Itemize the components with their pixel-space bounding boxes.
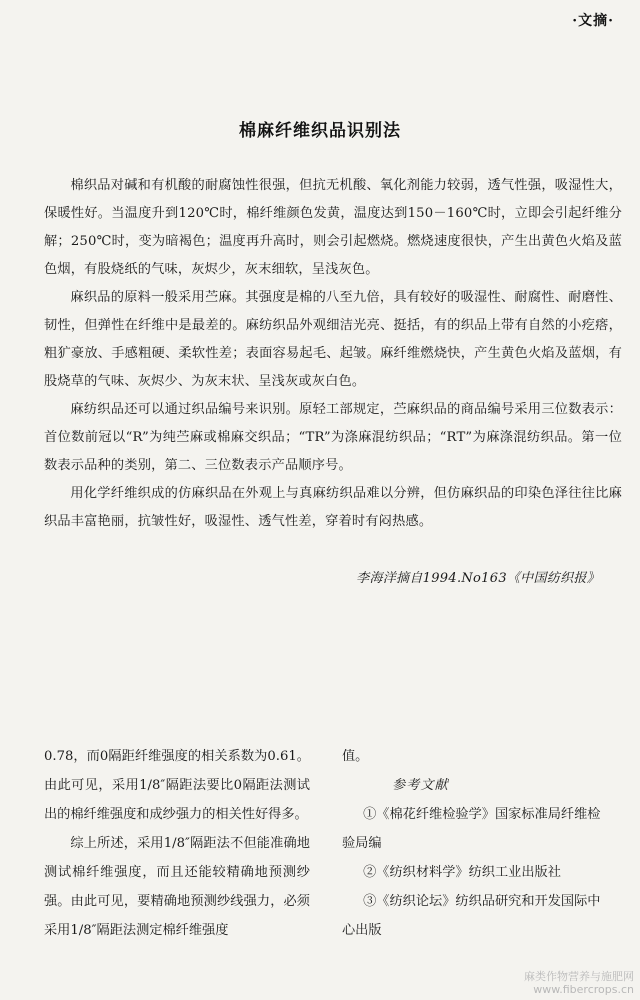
right-column bbox=[342, 742, 612, 945]
left-paragraph: 0.78，而0隔距纤维强度的相关系数为0.61。由此可见，采用1/8″隔距法要比0隔距法测试出的棉纤维强度和成纱强力的相关性好得多。 bbox=[44, 749, 310, 822]
reference-item: ③《纺织论坛》纺织品研究和开发国际中心出版 bbox=[342, 894, 601, 938]
right-continuation: 值。 bbox=[342, 749, 369, 764]
references-heading: 参考文献 bbox=[392, 778, 449, 793]
section-label: ·文摘· bbox=[572, 13, 614, 29]
article-paragraph: 麻织品的原料一般采用苎麻。其强度是棉的八至九倍，具有较好的吸湿性、耐腐性、耐磨性、韧性，但弹性在纤维中是最差的。麻纺织品外观细洁光亮、挺括，有的织品上带有自然的小疙瘩，粗犷豪放、手感粗硬、柔软性差；表面容易起毛、起皱。麻纤维燃烧快，产生黄色火焰及蓝烟，有股烧草的气味、灰烬少、为灰末状、呈浅灰或灰白色。 bbox=[44, 290, 622, 389]
reference-item: ①《棉花纤维检验学》国家标准局纤维检验局编 bbox=[342, 807, 601, 851]
left-column bbox=[44, 742, 310, 945]
reference-item: ②《纺织材料学》纺织工业出版社 bbox=[363, 865, 561, 880]
article-source: 李海洋摘自1994.No163《中国纺织报》 bbox=[356, 571, 600, 586]
left-paragraph: 综上所述，采用1/8″隔距法不但能准确地测试棉纤维强度，而且还能较精确地预测纱强。由此可见，要精确地预测纱线强力，必须采用1/8″隔距法测定棉纤维强度 bbox=[44, 836, 310, 938]
watermark-url: www.fibercrops.cn bbox=[533, 983, 634, 996]
article-paragraph: 棉织品对碱和有机酸的耐腐蚀性很强，但抗无机酸、氧化剂能力较弱，透气性强，吸湿性大，保暖性好。当温度升到120℃时，棉纤维颜色发黄，温度达到150－160℃时，立即会引起纤维分解；250℃时，变为暗褐色；温度再升高时，则会引起燃烧。燃烧速度很快，产生出黄色火焰及蓝色烟，有股烧纸的气味，灰烬少，灰末细软，呈浅灰色。 bbox=[44, 178, 622, 277]
article-title: 棉麻纤维织品识别法 bbox=[239, 121, 401, 141]
watermark-site-name: 麻类作物营养与施肥网 bbox=[524, 970, 634, 983]
site-watermark bbox=[524, 970, 634, 996]
article-paragraph: 麻纺织品还可以通过织品编号来识别。原轻工部规定，苎麻织品的商品编号采用三位数表示：首位数前冠以“R”为纯苎麻或棉麻交织品；“TR”为涤麻混纺织品；“RT”为麻涤混纺织品。第一位数表示品种的类别，第二、三位数表示产品顺序号。 bbox=[44, 402, 622, 473]
article-body bbox=[44, 172, 622, 536]
article-paragraph: 用化学纤维织成的仿麻织品在外观上与真麻纺织品难以分辨，但仿麻织品的印染色泽往往比麻织品丰富艳丽，抗皱性好，吸湿性、透气性差，穿着时有闷热感。 bbox=[44, 486, 622, 529]
